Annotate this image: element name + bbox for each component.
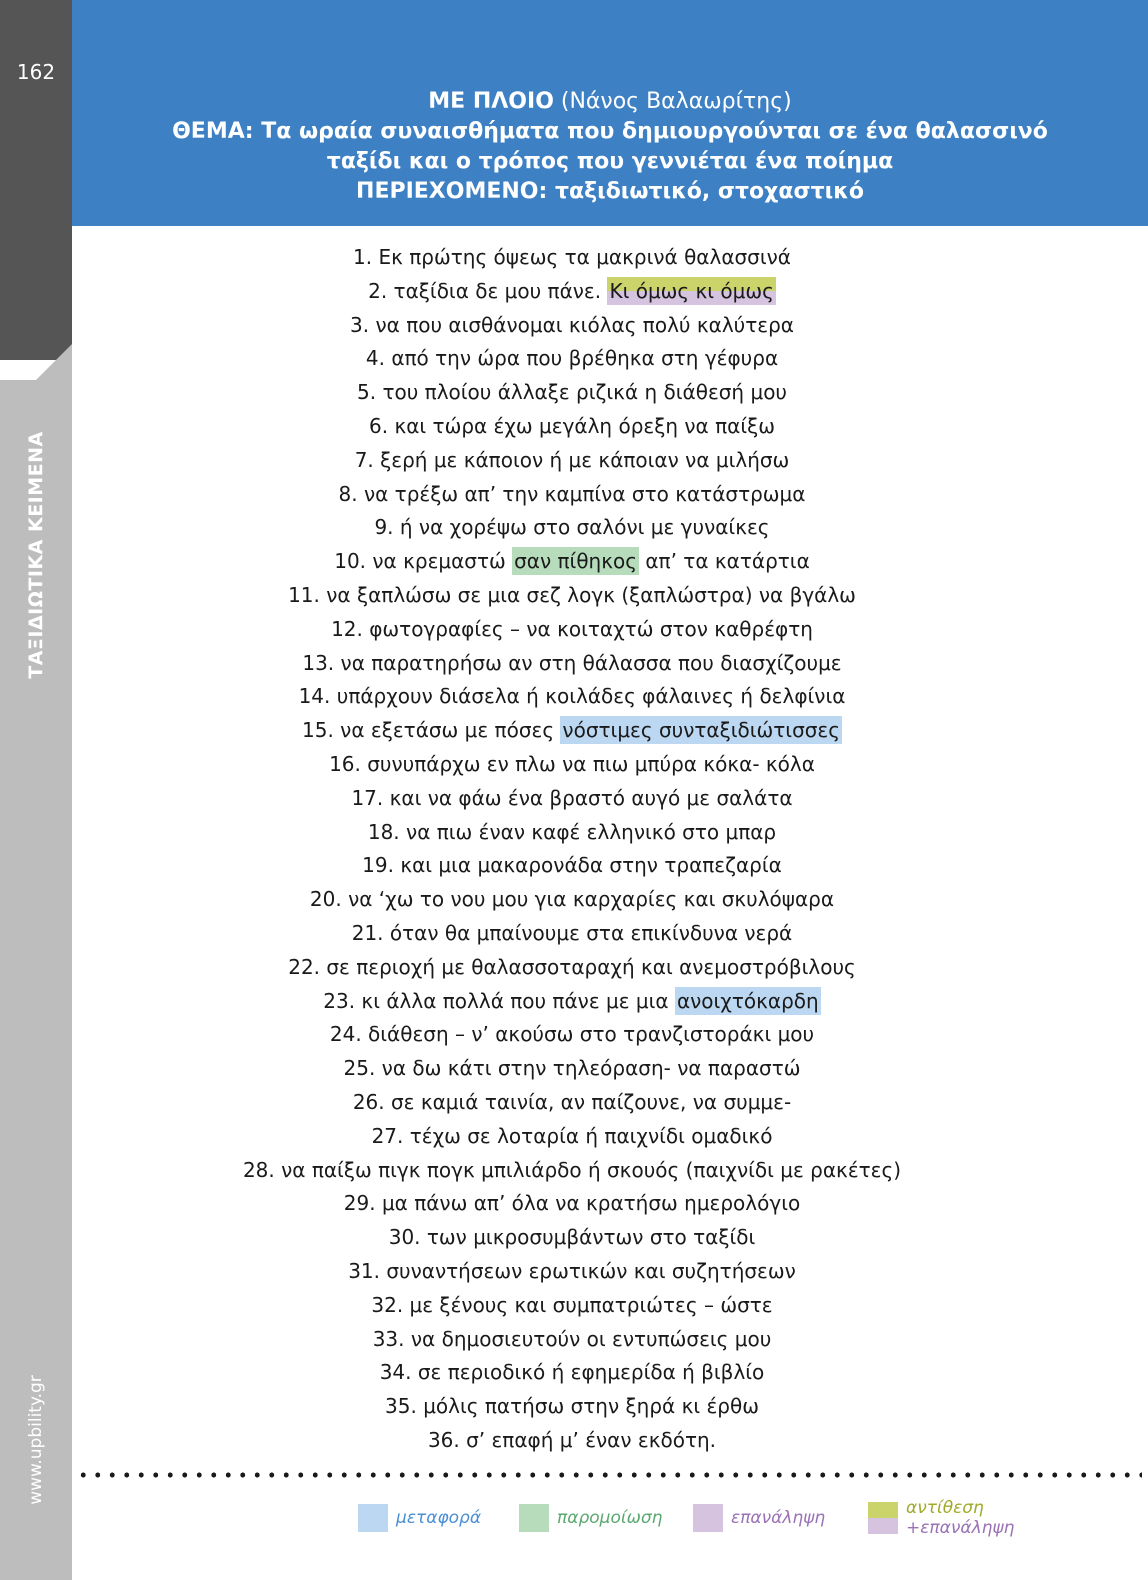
theme-line — [72, 117, 1148, 147]
theme-text-2: ταξίδι και ο τρόπος που γεννιέται ένα ποίημα — [326, 149, 894, 174]
poem-line-text: 23. κι άλλα πολλά που πάνε με μια — [323, 988, 675, 1013]
poem-line-text: 36. σ’ επαφή μ’ έναν εκδότη. — [427, 1427, 717, 1452]
theme-text: : Τα ωραία συναισθήματα που δημιουργούνται σε ένα θαλασσινό — [244, 119, 1048, 144]
poem-line — [72, 1221, 1072, 1255]
poem-line-text: 11. να ξαπλώσω σε μια σεζ λογκ (ξαπλώστρα) να βγάλω — [288, 582, 856, 607]
poem-line — [72, 376, 1072, 410]
poem-line — [72, 342, 1072, 376]
poem-line — [72, 748, 1072, 782]
poem-line-text: 22. σε περιοχή με θαλασσοταραχή και ανεμοστρόβιλους — [288, 954, 856, 979]
poem-line-text: 24. διάθεση – ν’ ακούσω στο τρανζιστοράκι μου — [329, 1022, 815, 1047]
poem-line-text: 30. των μικροσυμβάντων στο ταξίδι — [388, 1225, 756, 1250]
poem-line — [72, 782, 1072, 816]
antithesis-label: αντίθεση — [906, 1498, 984, 1518]
poem-line — [72, 985, 1072, 1019]
poem-line — [72, 579, 1072, 613]
poem-line-text: 4. από την ώρα που βρέθηκα στη γέφυρα — [365, 346, 779, 371]
repetition-swatch — [693, 1504, 723, 1532]
poem-line — [72, 478, 1072, 512]
section-label: ΤΑΞΙΔΙΩΤΙΚΑ ΚΕΙΜΕΝΑ — [25, 431, 47, 679]
poem-line-text: 1. Εκ πρώτης όψεως τα μακρινά θαλασσινά — [353, 245, 791, 269]
poem-line-text: 33. να δημοσιευτούν οι εντυπώσεις μου — [372, 1326, 772, 1351]
poem-line — [72, 883, 1072, 917]
poem-line-text: 6. και τώρα έχω μεγάλη όρεξη να παίξω — [369, 413, 775, 438]
poem-line — [72, 410, 1072, 444]
poem-line — [72, 1052, 1072, 1086]
poem-line-text: 29. μα πάνω απ’ όλα να κρατήσω ημερολόγιο — [343, 1191, 801, 1216]
repetition-label: επανάληψη — [731, 1508, 826, 1528]
poem-line — [72, 951, 1072, 985]
metaphor-swatch — [358, 1504, 388, 1532]
poem-line — [72, 917, 1072, 951]
poem-line — [72, 545, 1072, 579]
page-number: 162 — [16, 60, 56, 84]
poem-line-text: 21. όταν θα μπαίνουμε στα επικίνδυνα νερά — [351, 920, 793, 945]
content-label: ΠΕΡΙΕΧΟΜΕΝΟ — [356, 179, 539, 204]
title-line — [72, 87, 1148, 117]
metaphor-label: μεταφορά — [396, 1508, 482, 1528]
simile-label: παρομοίωση — [557, 1508, 663, 1528]
poem-line-text: 31. συναντήσεων ερωτικών και συζητήσεων — [348, 1258, 796, 1283]
poem-line-text: 15. να εξετάσω με πόσες — [302, 718, 561, 743]
poem-line — [72, 1086, 1072, 1120]
poem-line-text: 19. και μια μακαρονάδα στην τραπεζαρία — [362, 853, 782, 878]
poem-line — [72, 1356, 1072, 1390]
poem-line-text: 12. φωτογραφίες – να κοιταχτώ στον καθρέφτη — [331, 616, 813, 641]
poem-line-text: 10. να κρεμαστώ — [334, 549, 513, 574]
poem-line — [72, 680, 1072, 714]
sidebar-top — [0, 0, 72, 360]
poem-line-text: 13. να παρατηρήσω αν στη θάλασσα που διασχίζουμε — [302, 650, 842, 675]
poem-line-text: 7. ξερή με κάποιον ή με κάποιαν να μιλήσω — [354, 447, 790, 472]
poem-line-text: 18. να πιω έναν καφέ ελληνικό στο μπαρ — [367, 819, 777, 844]
simile-swatch — [519, 1504, 549, 1532]
poem-line — [72, 613, 1072, 647]
poem-line — [72, 1187, 1072, 1221]
poem-line — [72, 1018, 1072, 1052]
content-line — [72, 177, 1148, 207]
poem-line — [72, 816, 1072, 850]
poem-line-text: 26. σε καμιά ταινία, αν παίζουνε, να συμμε- — [352, 1089, 792, 1114]
highlighted-phrase-antithesis: Κι όμως κι όμως — [609, 278, 774, 303]
theme-line-2 — [72, 147, 1148, 177]
poem-line — [72, 647, 1072, 681]
poem-line — [72, 309, 1072, 343]
poem-line-text: 5. του πλοίου άλλαξε ριζικά η διάθεσή μου — [357, 380, 787, 405]
poem-line — [72, 275, 1072, 309]
sidebar-notch — [36, 344, 72, 380]
poem-line-text: 16. συνυπάρχω εν πλω να πιω μπύρα κόκα- κόλα — [329, 751, 815, 776]
highlighted-phrase-metaphor: νόστιμες συνταξιδιώτισσες — [562, 718, 840, 743]
poem-author: (Νάνος Βαλαωρίτης) — [560, 89, 792, 114]
theme-label: ΘΕΜΑ — [172, 119, 245, 144]
poem-line-text: 14. υπάρχουν διάσελα ή κοιλάδες φάλαινες ή δελφίνια — [298, 684, 846, 709]
poem-line-text-after: απ’ τα κατάρτια — [639, 549, 810, 574]
poem-line-text: 32. με ξένους και συμπατριώτες – ώστε — [371, 1292, 773, 1317]
poem-line — [72, 1289, 1072, 1323]
poem-title: ΜΕ ΠΛΟΙΟ — [428, 89, 554, 114]
poem-line — [72, 1323, 1072, 1357]
poem-line-text: 34. σε περιοδικό ή εφημερίδα ή βιβλίο — [379, 1360, 765, 1385]
poem-line-text: 17. και να φάω ένα βραστό αυγό με σαλάτα — [351, 785, 793, 810]
header-banner — [72, 0, 1148, 226]
poem-line-text: 25. να δω κάτι στην τηλεόραση- να παραστώ — [343, 1056, 801, 1081]
poem-line-text: 3. να που αισθάνομαι κιόλας πολύ καλύτερα — [350, 312, 794, 337]
poem-line — [72, 714, 1072, 748]
poem-line-text: 9. ή να χορέψω στο σαλόνι με γυναίκες — [374, 515, 770, 540]
poem-line — [72, 1255, 1072, 1289]
poem-line-text: 20. να ‘χω το νου μου για καρχαρίες και σκυλόψαρα — [309, 887, 835, 912]
poem-line — [72, 1390, 1072, 1424]
poem-line-text: 8. να τρέξω απ’ την καμπίνα στο κατάστρωμα — [338, 481, 806, 506]
antithesis-swatch — [868, 1502, 898, 1530]
poem-line-text: 2. ταξίδια δε μου πάνε. — [368, 278, 608, 303]
poem-line — [72, 444, 1072, 478]
content-text: : ταξιδιωτικό, στοχαστικό — [538, 179, 864, 204]
poem-body — [72, 241, 1072, 1458]
poem-line-text: 28. να παίξω πιγκ πογκ μπιλιάρδο ή σκουός (παιχνίδι με ρακέτες) — [242, 1157, 902, 1182]
highlighted-phrase-metaphor: ανοιχτόκαρδη — [676, 988, 819, 1013]
website-link[interactable]: www.upbility.gr — [26, 1375, 46, 1505]
poem-line — [72, 849, 1072, 883]
poem-line — [72, 1424, 1072, 1458]
poem-line — [72, 1154, 1072, 1188]
poem-line — [72, 1120, 1072, 1154]
dotted-divider — [76, 1472, 1142, 1478]
poem-line-text: 35. μόλις πατήσω στην ξηρά κι έρθω — [385, 1394, 759, 1419]
poem-line — [72, 241, 1072, 275]
poem-line — [72, 511, 1072, 545]
antithesis-repetition-label: +επανάληψη — [906, 1518, 1015, 1538]
highlighted-phrase-simile: σαν πίθηκος — [514, 549, 637, 574]
poem-line-text: 27. τέχω σε λοταρία ή παιχνίδι ομαδικό — [371, 1123, 773, 1148]
